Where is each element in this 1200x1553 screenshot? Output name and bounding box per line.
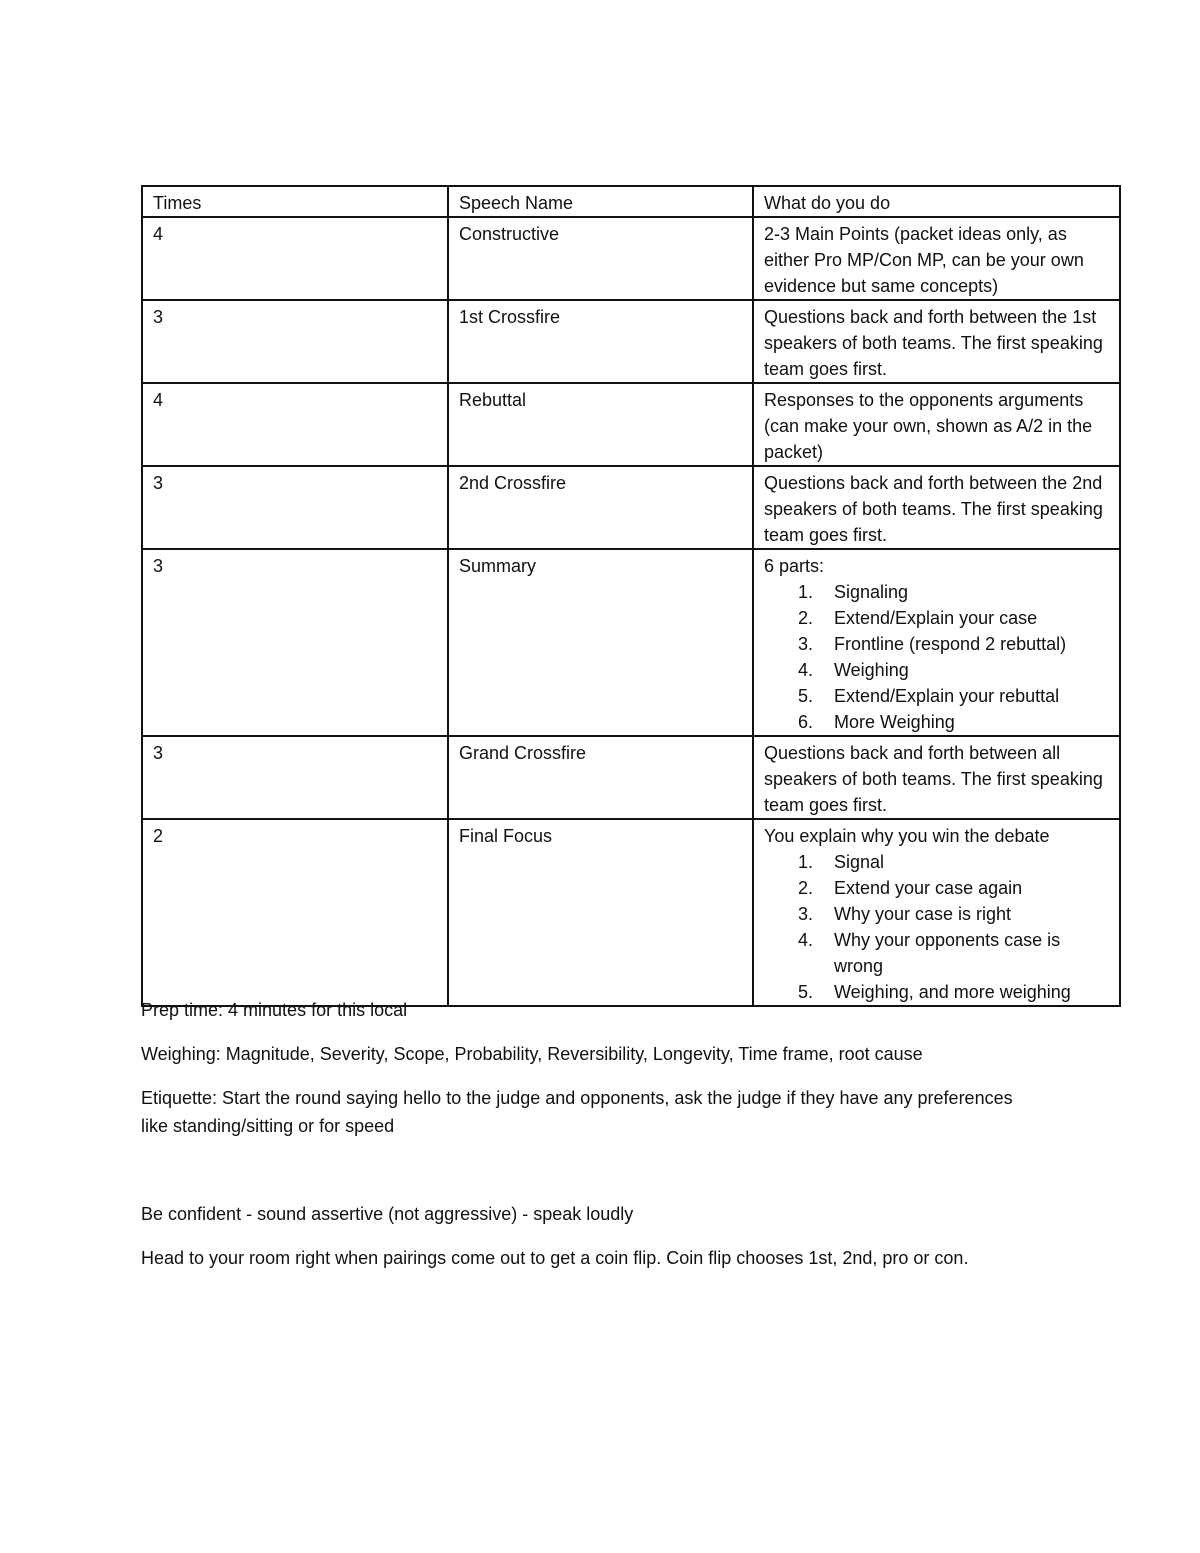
list-item: Extend/Explain your rebuttal [834,686,1060,706]
cell-description: Questions back and forth between the 1st speakers of both teams. The first speaking team goes first. [753,300,1120,383]
cell-time: 4 [142,217,448,300]
list-item: More Weighing [834,712,955,732]
list-item: Why your opponents case is wrong [834,930,1061,976]
cell-description: Questions back and forth between all speakers of both teams. The first speaking team goes first. [753,736,1120,819]
prep-time-note: Prep time: 4 minutes for this local [141,1000,408,1020]
coin-flip-note: Head to your room right when pairings come out to get a coin flip. Coin flip chooses 1st, 2nd, pro or con. [141,1248,969,1268]
list-item: Extend your case again [834,878,1023,898]
cell-speech: Constructive [448,217,753,300]
cell-time: 3 [142,549,448,736]
table-row [142,466,1120,549]
header-times: Times [142,186,448,217]
list-item: Weighing, and more weighing [834,982,1071,1002]
cell-time: 3 [142,300,448,383]
cell-time: 3 [142,736,448,819]
cell-speech: Grand Crossfire [448,736,753,819]
cell-speech: Summary [448,549,753,736]
cell-description: 2-3 Main Points (packet ideas only, as either Pro MP/Con MP, can be your own evidence but same concepts) [753,217,1120,300]
list-item: Weighing [834,660,909,680]
table-row [142,217,1120,300]
table-header-row [142,186,1120,217]
final-focus-steps-list [764,849,1110,1005]
cell-description: Questions back and forth between the 2nd speakers of both teams. The first speaking team goes first. [753,466,1120,549]
table-row [142,549,1120,736]
cell-speech: 2nd Crossfire [448,466,753,549]
weighing-note: Weighing: Magnitude, Severity, Scope, Probability, Reversibility, Longevity, Time frame, root cause [141,1044,923,1064]
cell-description: Responses to the opponents arguments (can make your own, shown as A/2 in the packet) [753,383,1120,466]
list-item: Frontline (respond 2 rebuttal) [834,634,1067,654]
header-speech-name: Speech Name [448,186,753,217]
list-item: Why your case is right [834,904,1012,924]
header-what-do-you-do: What do you do [753,186,1120,217]
table-row [142,383,1120,466]
cell-description [753,549,1120,736]
table-row [142,819,1120,1006]
confidence-note: Be confident - sound assertive (not aggressive) - speak loudly [141,1204,634,1224]
cell-time: 3 [142,466,448,549]
etiquette-note: Etiquette: Start the round saying hello to the judge and opponents, ask the judge if they have any preferences like standing/sitting or for speed [141,1088,1013,1136]
speech-table [141,185,1121,1007]
cell-description [753,819,1120,1006]
list-item: Signaling [834,582,909,602]
cell-speech: Final Focus [448,819,753,1006]
summary-steps-list [764,579,1110,735]
cell-speech: Rebuttal [448,383,753,466]
table-row [142,736,1120,819]
list-item: Extend/Explain your case [834,608,1038,628]
table-row [142,300,1120,383]
list-item: Signal [834,852,885,872]
cell-time: 2 [142,819,448,1006]
cell-time: 4 [142,383,448,466]
cell-speech: 1st Crossfire [448,300,753,383]
description-intro: 6 parts: [764,556,825,576]
description-intro: You explain why you win the debate [764,826,1050,846]
